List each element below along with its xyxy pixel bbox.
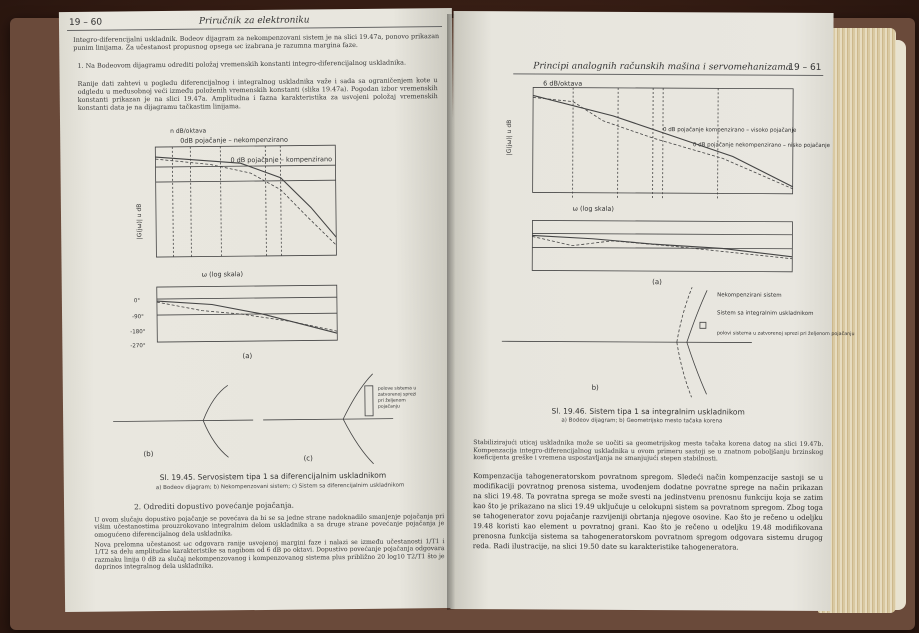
phase-curve-compensated xyxy=(157,300,337,333)
right-xaxis-label: ω (log skala) xyxy=(572,204,614,213)
phase-0: 0° xyxy=(133,298,141,305)
left-para-2: U ovom slučaju dopustivo pojačanje se povećava da bi se sa jedne strane nadoknadilo smanjenje pojačanja pri višim učestanostima prouzrokovano integralnim delom uskladnika a sa druge strane povećanje pojačanja je omogućeno diferencijalnog dela uskladnika. xyxy=(94,513,445,539)
left-panel-a: (a) xyxy=(242,352,253,361)
right-root-locus-figure xyxy=(492,281,855,403)
left-legend: polove sistema u zatvorenoj sprezi pri željenom pojačanju xyxy=(377,386,417,410)
right-running-head: Principi analognih računskih mašina i servomehanizama xyxy=(533,61,792,73)
left-panel-b: (b) xyxy=(143,450,154,459)
left-bode-figure xyxy=(120,116,423,364)
right-uncomp-label: 0 dB pojačanje nekompenzirano – nisko pojačanje xyxy=(692,142,831,149)
book-spine-shadow xyxy=(447,14,461,610)
left-caption: Sl. 19.45. Servosistem tipa 1 sa diferencijalnim uskladnikom xyxy=(159,470,387,483)
left-caption-sub: a) Bodeov dijagram; b) Nekompenzovani sistem; c) Sistem sa diferencijalnim uskladnikom xyxy=(155,482,405,492)
right-nekomp-label: Nekompenzirani sistem xyxy=(717,292,782,299)
phase-270: -270° xyxy=(130,343,146,350)
left-page xyxy=(59,8,458,612)
left-xaxis-label: ω (log skala) xyxy=(201,270,244,279)
phase-90: -90° xyxy=(132,314,144,321)
right-phase-frame xyxy=(532,220,792,271)
label-n-db: n dB/oktava xyxy=(170,127,207,135)
left-panel-c: (c) xyxy=(303,454,313,463)
right-panel-a: (a) xyxy=(652,278,662,287)
right-bode-figure xyxy=(492,75,831,287)
right-panel-b: b) xyxy=(591,383,599,392)
right-yaxis-label: |G(jω)| u dB xyxy=(505,119,513,156)
right-legend: polovi sistema u zatvorenoj sprezi pri željenom pojačanju xyxy=(716,331,855,338)
right-integr-label: Sistem sa integralnim uskladnikom xyxy=(716,310,814,317)
label-comp: 0 dB pojačanje – kompenzirano xyxy=(230,155,333,165)
left-para-3: Nova prelomna učestanost ωc odgovara ranije usvojenoj margini faze i nalazi se između učestanosti 1/T1 i 1/T2 sa delu amplitudne karakteristike sa nagibom od 6 dB po oktavi. Dopustivo povećanje pojačanja odgovara razmaku linija 0 dB za slučaj nekompenzovanog i kompenzovanog sistema plus približno 20 log10 T2/T1 što je doprinos integralnog dela uskladnika. xyxy=(94,538,445,571)
right-caption: Sl. 19.46. Sistem tipa 1 sa integralnim uskladnikom xyxy=(551,406,745,417)
right-caption-sub: a) Bodeov dijagram; b) Geometrijsko mesto tačaka korena xyxy=(561,417,723,425)
left-page-number: 19 – 60 xyxy=(68,17,103,28)
phase-curve xyxy=(157,299,337,335)
left-para-1: Ranije dati zahtevi u pogledu diferencijalnog i integralnog uskladnika važe i sada sa ograničenjem kote u odgledu u međusobnoj veći između položenih vremenskih konstanti (slika 19.47a). Pogodan izbor vremenskih konstanti prikazan je na slici 19.47a. Amplitudna i fazna karakteristika za usvojeni položaj vremenskih konstanti data je na dijagramu tačkastim linijama. xyxy=(77,76,438,112)
header-rule xyxy=(67,26,442,31)
left-item-2: 2. Odrediti dopustivo povećanje pojačanja. xyxy=(134,500,295,512)
left-item-1: 1. Na Bodeovom dijagramu odrediti položaj vremenskih konstanti integro-diferencijalnog uskladnika. xyxy=(77,58,407,70)
right-page xyxy=(450,11,855,611)
label-uncomp: 0dB pojačanje – nekompenzirano xyxy=(180,135,288,145)
right-phase-curve xyxy=(532,235,792,256)
phase-180: -180° xyxy=(130,329,146,336)
left-intro: Integro-diferencijalni uskladnik. Bodeov dijagram za nekompenzovani sistem je na slici 19.47a, ponovo prikazan punim linijama. Za učestanost propusnog opsega ωc izabrana je razumna margina faze. xyxy=(73,32,440,52)
right-page-number: 19 – 61 xyxy=(788,62,822,73)
left-root-locus-figure xyxy=(103,363,424,471)
compensated-curve xyxy=(155,157,336,247)
right-para-1: Stabilizirajući uticaj uskladnika može se uočiti sa geometrijskog mesta tačaka korena datog na slici 19.47b. Kompenzacija integro-diferencijalnog uskladnika u ovom primeru sastoji se u znatnom poboljšanju brzinskog koeficijenta greške i vremena uspostavljanja ne smanjujući stepen stabilnosti. xyxy=(473,439,824,463)
right-db-oct: 6 dB/oktava xyxy=(543,79,583,88)
left-yaxis-label: |G(jω)| u dB xyxy=(135,203,144,240)
right-para-2: Kompenzacija tahogeneratorskom povratnom spregom. Sledeći način kompenzacije sastoji se u modifikaciji povratnog prenosa sistema, uvođenjem dodatne povratne sprege na način prikazan na slici 19.48. Ta povratna sprega se može svesti na jedinstvenu prenosnu funkciju koja se zatim kao što je prikazano na slici 19.49 uključuje u celokupni sistem sa povratnom spregom. Zbog toga se tahogenerator zovu pojačanje razvijeniji obrtanja njegove osovine. Kao što je rečeno u odeljku 19.48 koristi kao element u povratnoj grani. Kao što je rečeno u odeljku 19.48 modifikovana prenosna funkcija sistema sa tahogeneratorskom povratnom spregom odgovara sistemu drugog reda. Radi ilustracije, na slici 19.50 date su karakteristike tahogeneratora. xyxy=(472,472,824,552)
left-running-head: Priručnik za elektroniku xyxy=(198,15,310,27)
uncompensated-curve xyxy=(155,155,336,239)
right-comp-label: 0 dB pojačanje kompenzirano – visoko pojačanje xyxy=(662,127,797,134)
